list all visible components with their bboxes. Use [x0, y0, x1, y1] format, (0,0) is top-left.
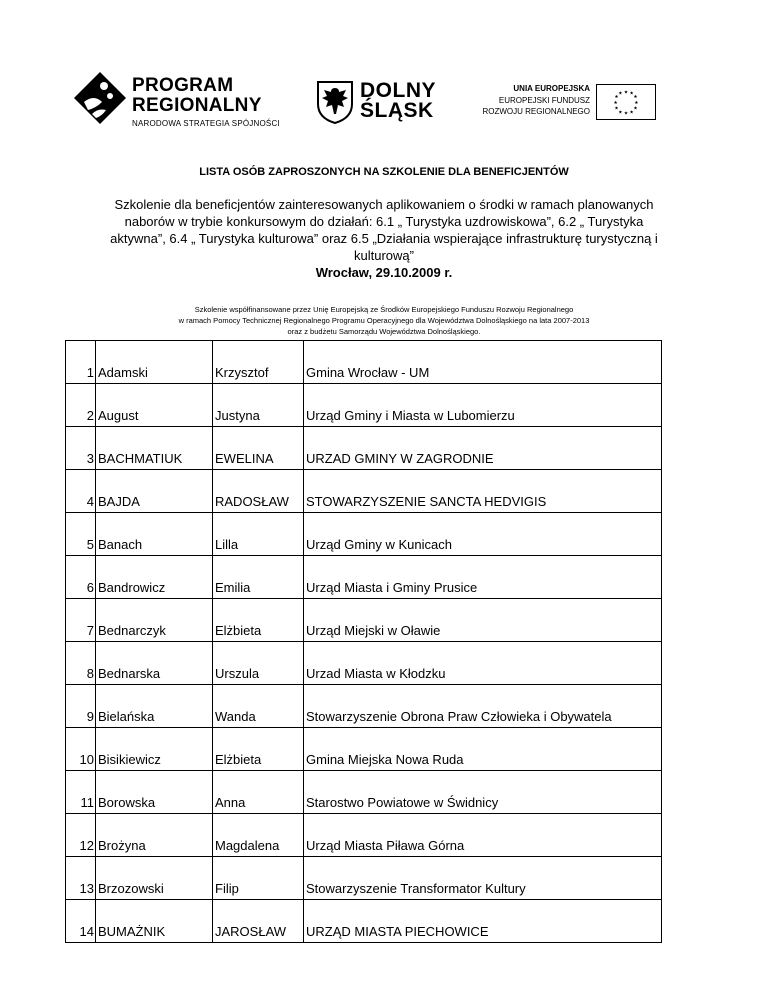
- funding-line3: oraz z budżetu Samorządu Województwa Dolnośląskiego.: [287, 327, 481, 336]
- table-row: [66, 513, 662, 556]
- row-number: 13: [66, 857, 96, 900]
- institution-cell: Urząd Gminy w Kunicach: [304, 513, 662, 556]
- participants-table: [65, 340, 662, 943]
- svg-text:★: ★: [629, 110, 634, 116]
- first-name-cell: Urszula: [213, 642, 304, 685]
- first-name-cell: Anna: [213, 771, 304, 814]
- eu-logo: [482, 84, 656, 120]
- row-number: 7: [66, 599, 96, 642]
- surname-cell: Adamski: [96, 341, 213, 384]
- surname-cell: Bandrowicz: [96, 556, 213, 599]
- first-name-cell: Justyna: [213, 384, 304, 427]
- institution-cell: Stowarzyszenie Obrona Praw Człowieka i Obywatela: [304, 685, 662, 728]
- surname-cell: Brzozowski: [96, 857, 213, 900]
- table-row: [66, 427, 662, 470]
- row-number: 9: [66, 685, 96, 728]
- first-name-cell: Filip: [213, 857, 304, 900]
- surname-cell: August: [96, 384, 213, 427]
- svg-text:★: ★: [623, 90, 629, 96]
- funding-note: [60, 304, 708, 337]
- row-number: 8: [66, 642, 96, 685]
- description-line1: Szkolenie dla beneficjentów zainteresowanych aplikowaniem o środki w ramach planowanych: [114, 197, 654, 212]
- first-name-cell: Elżbieta: [213, 599, 304, 642]
- training-description: [60, 196, 708, 281]
- svg-text:★: ★: [623, 111, 629, 117]
- row-number: 4: [66, 470, 96, 513]
- eagle-shield-icon: [316, 80, 354, 124]
- svg-text:★: ★: [634, 100, 639, 106]
- institution-cell: Urząd Miasta Piława Górna: [304, 814, 662, 857]
- first-name-cell: JAROSŁAW: [213, 900, 304, 943]
- dolny-slask-line1: DOLNY: [360, 79, 436, 102]
- surname-cell: Brożyna: [96, 814, 213, 857]
- institution-cell: URZĄD MIASTA PIECHOWICE: [304, 900, 662, 943]
- svg-text:★: ★: [613, 100, 618, 106]
- description-line2: naborów w trybie konkursowym do działań: 6.1 „ Turystyka uzdrowiskowa”, 6.2 „ Turystyka: [124, 214, 644, 229]
- surname-cell: Bisikiewicz: [96, 728, 213, 771]
- row-number: 6: [66, 556, 96, 599]
- table-row: [66, 771, 662, 814]
- surname-cell: Bielańska: [96, 685, 213, 728]
- eu-line3: ROZWOJU REGIONALNEGO: [482, 107, 590, 116]
- svg-text:★: ★: [614, 95, 619, 101]
- svg-text:★: ★: [618, 91, 623, 97]
- row-number: 5: [66, 513, 96, 556]
- institution-cell: Urząd Miejski w Oławie: [304, 599, 662, 642]
- row-number: 12: [66, 814, 96, 857]
- program-line2: REGIONALNY: [132, 95, 262, 116]
- surname-cell: Bednarska: [96, 642, 213, 685]
- institution-cell: Starostwo Powiatowe w Świdnicy: [304, 771, 662, 814]
- surname-cell: BACHMATIUK: [96, 427, 213, 470]
- table-row: [66, 470, 662, 513]
- funding-line2: w ramach Pomocy Technicznej Regionalnego Programu Operacyjnego dla Województwa Dolnośląskiego na lata 2007-2013: [178, 316, 590, 325]
- svg-text:★: ★: [633, 106, 638, 112]
- surname-cell: Bednarczyk: [96, 599, 213, 642]
- first-name-cell: Wanda: [213, 685, 304, 728]
- eu-line1: UNIA EUROPEJSKA: [513, 84, 590, 93]
- surname-cell: Banach: [96, 513, 213, 556]
- institution-cell: URZAD GMINY W ZAGRODNIE: [304, 427, 662, 470]
- institution-cell: Stowarzyszenie Transformator Kultury: [304, 857, 662, 900]
- description-line3: aktywna”, 6.4 „ Turystyka kulturowa” oraz 6.5 „Działania wspierające infrastrukturę turystyczną i: [110, 231, 658, 246]
- svg-text:★: ★: [633, 95, 638, 101]
- first-name-cell: RADOSŁAW: [213, 470, 304, 513]
- institution-cell: Urzad Miasta w Kłodzku: [304, 642, 662, 685]
- funding-line1: Szkolenie współfinansowane przez Unię Europejską ze Środków Europejskiego Funduszu Rozwoju Regionalnego: [194, 305, 574, 314]
- table-row: [66, 556, 662, 599]
- table-row: [66, 857, 662, 900]
- program-regionalny-emblem-icon: [74, 72, 126, 124]
- table-row: [66, 900, 662, 943]
- svg-text:★: ★: [629, 91, 634, 97]
- first-name-cell: Krzysztof: [213, 341, 304, 384]
- institution-cell: Gmina Wrocław - UM: [304, 341, 662, 384]
- institution-cell: Gmina Miejska Nowa Ruda: [304, 728, 662, 771]
- row-number: 2: [66, 384, 96, 427]
- svg-text:★: ★: [614, 106, 619, 112]
- first-name-cell: Lilla: [213, 513, 304, 556]
- row-number: 3: [66, 427, 96, 470]
- table-row: [66, 341, 662, 384]
- row-number: 10: [66, 728, 96, 771]
- program-line3: NARODOWA STRATEGIA SPÓJNOŚCI: [132, 119, 280, 128]
- document-title: LISTA OSÓB ZAPROSZONYCH NA SZKOLENIE DLA BENEFICJENTÓW: [199, 166, 569, 178]
- eu-line2: EUROPEJSKI FUNDUSZ: [498, 96, 590, 105]
- program-regionalny-logo: [74, 72, 304, 132]
- table-row: [66, 384, 662, 427]
- program-line1: PROGRAM: [132, 75, 234, 96]
- first-name-cell: Emilia: [213, 556, 304, 599]
- row-number: 1: [66, 341, 96, 384]
- surname-cell: BAJDA: [96, 470, 213, 513]
- first-name-cell: Elżbieta: [213, 728, 304, 771]
- surname-cell: BUMAŻNIK: [96, 900, 213, 943]
- institution-cell: Urząd Gminy i Miasta w Lubomierzu: [304, 384, 662, 427]
- dolny-slask-logo: [316, 80, 444, 124]
- surname-cell: Borowska: [96, 771, 213, 814]
- table-row: [66, 728, 662, 771]
- row-number: 11: [66, 771, 96, 814]
- table-row: [66, 642, 662, 685]
- table-row: [66, 599, 662, 642]
- description-line4: kulturową”: [354, 248, 414, 263]
- row-number: 14: [66, 900, 96, 943]
- first-name-cell: EWELINA: [213, 427, 304, 470]
- eu-flag-icon: [596, 84, 656, 120]
- dolny-slask-line2: ŚLĄSK: [360, 99, 434, 122]
- first-name-cell: Magdalena: [213, 814, 304, 857]
- table-row: [66, 685, 662, 728]
- description-date: Wrocław, 29.10.2009 r.: [315, 265, 453, 280]
- svg-text:★: ★: [618, 110, 623, 116]
- participants-table-body: [66, 341, 662, 943]
- table-row: [66, 814, 662, 857]
- institution-cell: Urząd Miasta i Gminy Prusice: [304, 556, 662, 599]
- institution-cell: STOWARZYSZENIE SANCTA HEDVIGIS: [304, 470, 662, 513]
